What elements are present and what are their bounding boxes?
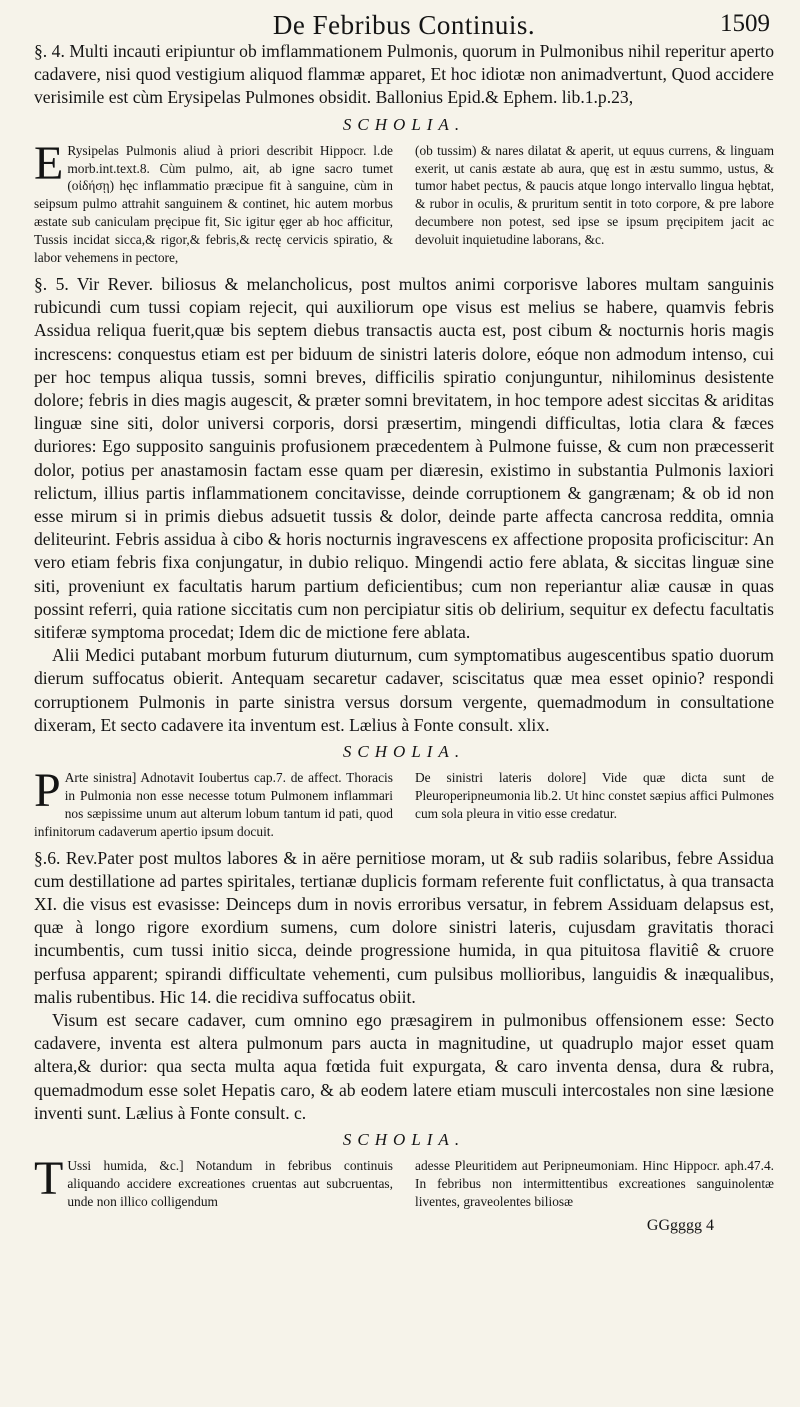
section-6: §.6. Rev.Pater post multos labores & in aëre pernitiose moram, ut & sub radiis solaribus, febre Assidua cum destillatione ad partes spiritales, tertianæ duplicis formam referente fuit conflictatus, à qua transacta XI. die visus est evasisse: Deinceps dum in novis erroribus versatur, in febrem Assiduam delapsus est, quæ à longo rigore exordium sumens, cum dolore sinistri lateris, cujusdam gravitatis thoraci incumbentis, cum tussi initio sicca, deinde progressione humida, in qua pituitosa flavitiê & cruore perfusa apparent; spirandi difficultate vehementi, cum pulsibus mollioribus, languidis & inæqualibus, malis rubentibus. Hic 14. die recidiva suffocatus obiit. [34,847,774,1007]
dropcap-p: P [34,764,61,818]
page-number: 1509 [720,10,770,37]
scholia-3-left-text: Ussi humida, &c.] Notandum in febribus continuis aliquando accidere excreationes cruentas aut subcruentas, unde non illico colligendum [67,1158,393,1209]
scholia-heading-3: SCHOLIA. [342,1130,466,1150]
scholia-1-left [34,136,393,267]
scholia-1 [34,136,774,267]
section-4: §. 4. Multi incauti eripiuntur ob imflammationem Pulmonis, quorum in Pulmonibus nihil reperitur aperto cadavere, nisi quod vestigium aliquod flammæ apparet, Et hoc idiotæ non animadvertunt, Quod accidere verisimile est cùm Erysipelas Pulmones obsidit. Ballonius Epid.& Ephem. lib.1.p.23, [34,41,774,108]
scholia-2 [34,764,774,841]
scholia-3-right: adesse Pleuritidem aut Peripneumoniam. Hinc Hippocr. aph.47.4. In febribus non intermittentibus excreationes sanguinolentæ liventes, graveolentes biliosæ [415,1158,774,1209]
scholia-3 [34,1152,774,1211]
scholia-3-left [34,1152,393,1211]
dropcap-e: E [34,136,64,190]
scholia-2-right: De sinistri lateris dolore] Vide quæ dicta sunt de Pleuroperipneumonia lib.2. Ut hinc constet sæpius affici Pulmones cum sola pleura in vitio esse credatur. [415,770,774,821]
scholia-heading-1: SCHOLIA. [342,114,466,134]
scholia-1-left-text: Rysipelas Pulmonis aliud à priori describit Hippocr. l.de morb.int.text.8. Cùm pulmo, ait, ab igne sacro tumet (οἰδήσῃ) hęc inflammatio præcipue fit à sanguine, cùm in seipsum pulmo attrahit sanguinem & continet, hic autem morbus æstate sub caniculam pręcipue fit, Sic igitur ęger ab hoc afficitur, Tussis incidat sicca,& rigor,& febris,& rectę cervicis spiratio, & labor vehemens in pectore, [34,142,393,266]
dropcap-t: T [34,1152,64,1206]
scholia-2-left [34,764,393,841]
section-5: §. 5. Vir Rever. biliosus & melancholicus, post multos animi corporisve labores multam sanguinis rubicundi cum tussi copiam rejecit, qui auxiliorum ope visus est melius se habere, quamvis febris Assidua reliqua fuerit,quæ bis septem diebus transactis aucta est, post cibum & nocturnis horis magis increscens: conquestus etiam est per biduum de sinistri lateris dolore, eóque non admodum intenso, cui per hoc tempus aliqua tussis, somni breves, difficilis spiratio conjunguntur, nihilominus desistente dolore; febris in dies magis augescit, & præter somni brevitatem, in hoc tempore adest siccitas & ariditas linguæ sine siti, dolor universi corporis, dorsi præsertim, mingendi difficultas, lotia clara & fæces duriores: Ego supposito sanguinis profusionem præcedentem à Pulmone fuisse, & cum non præcesserit dolor, potius per anastamosin factam esse quam per diæresin, existimo in substantia Pulmonis laxiori relictum, illius partis inflammationem concitavisse, deinde corruptionem & gangrænam; & ob id non esse mirum si in primis diebus adsuetit tussis & dolor, deinde parte affecta cancrosa reddita, omnia deliteurint. Febris assidua à cibo & horis nocturnis ingravescens ex affectione proposita proficiscitur: An vero etiam febris fixa conjungatur, in dubio reliquo. Mingendi actio fere ablata, & siccitas linguæ sine siti, proveniunt ex facultatis harum partium deficientibus; cum non reperiantur aliæ causæ in quas possint referri, quia ratione siccitatis cum non percipiatur sitis ob delirium, sequitur ex defectu facultatis sitiferæ symptoma procedat; Idem dic de mictione fere ablata. [34,273,774,642]
section-6-continued: Visum est secare cadaver, cum omnino ego præsagirem in pulmonibus offensionem esse: Secto cadavere, inventa est altera pulmonum pars aucta in magnitudine, ut quadruplo major esset quam altera,& durior: qua secta multa aqua fœtida fuit expurgata, & caro inventa densa, dura & rubra, quemadmodum esse solet Hepatis caro, & ab eodem latere etiam musculi intercostales non sine læsione inventi sunt. Lælius à Fonte consult. c. [34,1010,774,1123]
scholia-heading-2: SCHOLIA. [342,742,466,762]
section-5-continued: Alii Medici putabant morbum futurum diuturnum, cum symptomatibus augescentibus spatio duorum dierum suffocatus obierit. Antequam secaretur cadaver, sciscitatus quæ mea esset opinio? respondi corruptionem Pulmonis in parte sinistra versus dorsum vergente, quemadmodum in consultatione dixeram, Et secto cadavere ita inventum est. Lælius à Fonte consult. xlix. [34,645,774,735]
scholia-1-right: (ob tussim) & nares dilatat & aperit, ut equus currens, & linguam exerit, ut canis æstate ab aura, quę est in æstu summo, ustus, & tumor habet pectus, & paucis atque longo intervallo lingua hębtat, & rubor in oculis, & pruritum sentit in toto corpore, & pre labore decumbere non potest, sed ipse se ipsum pręcipitem jacit ac devoluit inquietudine laborans, &c. [415,142,774,248]
signature-mark: GGgggg 4 [646,1216,714,1234]
scholia-2-left-text: Arte sinistra] Adnotavit Ioubertus cap.7. de affect. Thoracis in Pulmonia non esse necesse totum Pulmonem inflammari nos sæpissime unum aut alterum lobum tantum id pati, quod infinitorum cadaverum apertio ipsum docuit. [34,770,393,839]
running-title: De Febribus Continuis. [272,10,536,40]
page-header [34,6,774,40]
